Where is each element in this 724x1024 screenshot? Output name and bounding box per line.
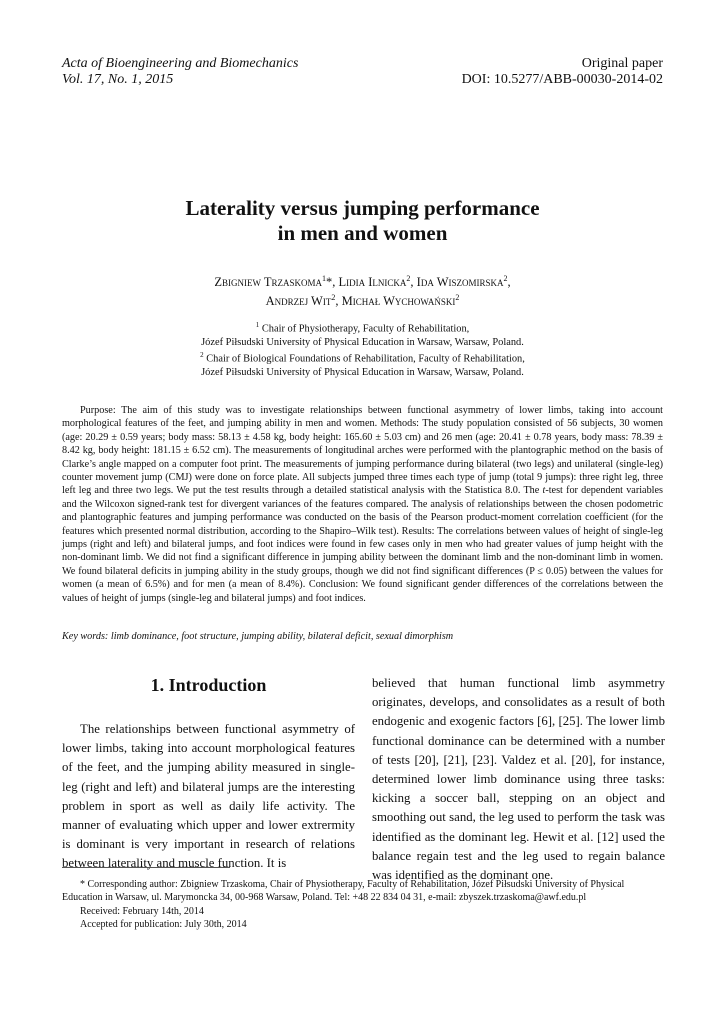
- journal-header: [62, 56, 298, 88]
- intro-column-right: believed that human functional limb asymmetry originates, develops, and consolidates as a result of both endogenic and exogenic factors [6], [25]. The lower limb functional dominance can be determined with a number of tests [20], [21], [23]. Valdez et al. [20], for instance, determined lower limb dominance using three tasks: kicking a soccer ball, stepping on an object and smoothing out sand, the leg used to perform the task was identified as the dominant leg. Hewit et al. [12] used the balance regain test and the leg used to regain balance was identified as the dominant one.: [372, 676, 665, 883]
- intro-column-left: The relationships between functional asymmetry of lower limbs, taking into account morphological features of the feet, and the jumping ability measured in single-leg (right and left) and bilateral jumps are the interesting problem in sport as well as daily life activity. The manner of evaluating which upper and lower extrermity is dominant is very important in research of relations between laterality and muscle function. It is: [62, 722, 355, 871]
- footnote-accepted: Accepted for publication: July 30th, 2014: [80, 919, 247, 930]
- corresponding-mark: *: [326, 275, 333, 290]
- author-name: Ida Wiszomirska: [416, 275, 504, 290]
- affiliation-line: Józef Piłsudski University of Physical Education in Warsaw, Warsaw, Poland.: [201, 336, 524, 348]
- paper-meta-header: [462, 56, 663, 88]
- title-line-2: in men and women: [277, 221, 448, 245]
- author-affil-mark: 1: [322, 274, 326, 283]
- affiliation-line: Józef Piłsudski University of Physical Education in Warsaw, Warsaw, Poland.: [201, 367, 524, 379]
- paper-title: [62, 196, 663, 246]
- keywords-label: Key words: [62, 631, 105, 642]
- keywords: Key words: limb dominance, foot structure, jumping ability, bilateral deficit, sexual dimorphism: [62, 631, 454, 642]
- footnote-divider: [62, 867, 230, 868]
- footnote-received: Received: February 14th, 2014: [80, 906, 204, 917]
- author-name: Andrzej Wit: [265, 294, 332, 309]
- section-heading-introduction: 1. Introduction: [150, 675, 267, 695]
- paper-doi: DOI: 10.5277/ABB-00030-2014-02: [461, 72, 663, 87]
- author-name: Lidia Ilnicka: [338, 275, 407, 290]
- keywords-text: limb dominance, foot structure, jumping ability, bilateral deficit, sexual dimorphism: [110, 631, 454, 642]
- journal-volume: Vol. 17, No. 1, 2015: [62, 72, 174, 87]
- journal-name: Acta of Bioengineering and Biomechanics: [62, 56, 299, 71]
- affiliation-number: 1: [255, 321, 260, 329]
- title-line-1: Laterality versus jumping performance: [185, 196, 540, 220]
- affiliation-number: 2: [200, 351, 204, 360]
- author-line-1: Zbigniew Trzaskoma$^1$*, Lidia Ilnicka$^2$, Ida Wiszomirska$^2$,: [214, 274, 511, 290]
- author-name: Michał Wychowański: [341, 294, 456, 309]
- t-test-italic: t: [542, 485, 546, 497]
- footnote-corresponding-author: * Corresponding author: Zbigniew Trzaskoma, Chair of Physiotherapy, Faculty of Rehabilitation, Józef Piłsudski University of Physical Education in Warsaw, ul. Marymoncka 34, 00-968 Warsaw, Poland. Tel: +48 22 834 04 31, e-mail: zbyszek.trzaskoma@awf.edu.pl: [62, 879, 625, 903]
- author-list: [62, 271, 663, 309]
- author-affil-mark: 2: [503, 274, 508, 283]
- abstract: Purpose: The aim of this study was to investigate relationships between functional asymmetry of lower limbs, taking into account morphological features of the feet, and jumping ability in men and women. Methods: The study population consisted of 56 subjects, 30 women (age: 20.29 ± 0.59 years; body mass: 58.13 ± 4.58 kg, body height: 165.60 ± 5.03 cm) and 26 men (age: 20.41 ± 0.78 years, body mass: 78.39 ± 8.42 kg, body height: 181.15 ± 6.52 cm). The measurements of longitudinal arches were performed with the plantographic method on the basis of Clarke’s angle mapped on a computer foot print. The measurements of jumping performance during bilateral (two legs) and unilateral (single-leg) counter movement jump (CMJ) were done on force plate. All subjects jumped three times each type of jump (total 9 jumps): three right leg, three left leg and three two legs. We put the test results through a detailed statistical analysis with the Statistica 8.0. The t-test for dependent variables and the Wilcoxon signed-rank test for divergent variances of the features compared. The analysis of relationships between the chosen podometric and plantographic features and jumping performance was conducted on the basis of the Pearson product-moment correlation coefficient (for the features which presented normal distribution, according to the Shapiro–Wilk test). Results: The correlations between values of height of single-leg jumps (right and left) and bilateral jumps, and foot indices were found in few cases only in men who had greater values of jump height with the non-dominant limb. We did not find a significant difference in jumping ability between the dominant limb and the non-dominant limb in women. We found bilateral deficits in jumping ability in the study groups, though we did not find significant differences (P ≤ 0.05) between the values for women (a mean of 6.5%) and for men (a mean of 8.4%). Conclusion: We found significant gender differences of the correlations between the values of height of jumps (single-leg and bilateral jumps) and foot indices.: [62, 405, 663, 604]
- affiliation-line: $^2$ Chair of Biological Foundations of Rehabilitation, Faculty of Rehabilitation,: [200, 351, 525, 365]
- author-name: Zbigniew Trzaskoma: [214, 275, 322, 290]
- author-affil-mark: 2: [331, 293, 336, 303]
- paper-type: Original paper: [581, 56, 663, 71]
- author-affil-mark: 2: [406, 274, 411, 283]
- author-line-2: Andrzej Wit$^2$, Michał Wychowański$^2$: [265, 293, 460, 309]
- affiliations: [62, 319, 663, 380]
- author-affil-mark: 2: [455, 293, 460, 303]
- affiliation-line: $^1$ Chair of Physiotherapy, Faculty of Rehabilitation,: [255, 321, 470, 335]
